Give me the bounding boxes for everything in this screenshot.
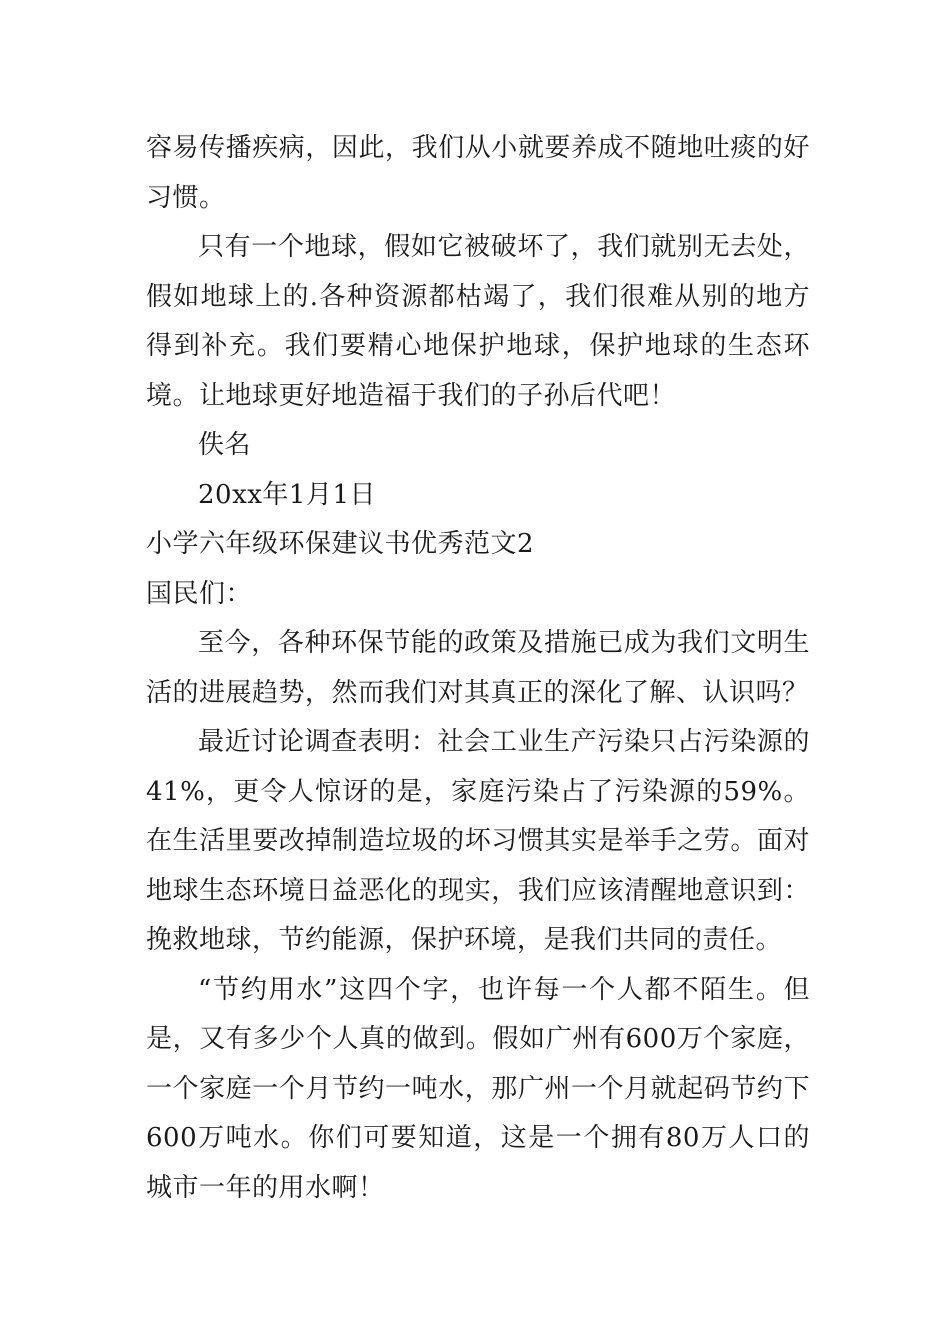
paragraph-save-water: “节约用水”这四个字，也许每一个人都不陌生。但是，又有多少个人真的做到。假如广州有600万个家庭，一个家庭一个月节约一吨水，那广州一个月就起码节约下600万吨水。你们可要知道，这是一个拥有80万人口的城市一年的用水啊！ [146, 974, 810, 1203]
signature-date: 20xx年1月1日 [198, 479, 376, 510]
document-body [146, 124, 810, 1213]
paragraph-policy: 至今，各种环保节能的政策及措施已成为我们文明生活的进展趋势，然而我们对其真正的深化了解、认识吗？ [146, 628, 810, 708]
signature-author: 佚名 [198, 430, 252, 460]
salutation: 国民们： [146, 578, 253, 609]
paragraph-survey: 最近讨论调查表明：社会工业生产污染只占污染源的41%，更令人惊讶的是，家庭污染占了污染源的59%。在生活里要改掉制造垃圾的坏习惯其实是举手之劳。面对地球生态环境日益恶化的现实，我们应该清醒地意识到：挽救地球，节约能源，保护环境，是我们共同的责任。 [146, 727, 810, 955]
section-title: 小学六年级环保建议书优秀范文2 [146, 529, 535, 559]
paragraph-one-earth: 只有一个地球，假如它被破坏了，我们就别无去处，假如地球上的.各种资源都枯竭了，我们很难从别的地方得到补充。我们要精心地保护地球，保护地球的生态环境。让地球更好地造福于我们的子孙后代吧！ [146, 232, 810, 411]
paragraph-continuation: 容易传播疾病，因此，我们从小就要养成不随地吐痰的好习惯。 [146, 133, 810, 213]
